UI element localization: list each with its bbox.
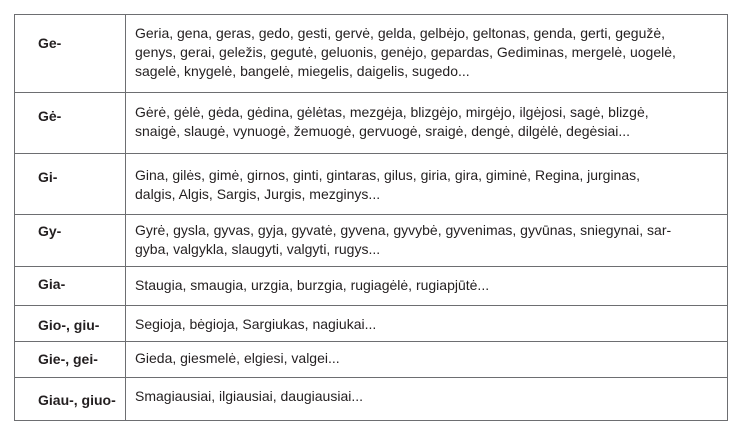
row-examples-gy	[135, 221, 671, 259]
row-prefix-gy: Gy-	[38, 223, 62, 239]
example-line: gyba, valgykla, slaugyti, valgyti, rugys...	[135, 241, 381, 257]
example-line: Segioja, bėgioja, Sargiukas, nagiukai...	[135, 316, 377, 332]
row-prefix-gi: Gi-	[38, 169, 58, 185]
row-examples-gie-gei	[135, 349, 340, 368]
row-examples-ge	[135, 24, 676, 81]
table-rule	[125, 14, 126, 421]
row-prefix-ge: Ge-	[38, 35, 62, 51]
table-rule	[14, 377, 728, 378]
example-line: genys, gerai, geležis, gegutė, geluonis, genėjo, gepardas, Gediminas, mergelė, uogelė,	[135, 44, 676, 60]
table-rule	[14, 14, 15, 421]
example-line: Geria, gena, geras, gedo, gesti, gervė, gelda, gelbėjo, geltonas, genda, gerti, gegužė,	[135, 25, 666, 41]
example-line: sagelė, knygelė, bangelė, miegelis, daigelis, sugedo...	[135, 63, 470, 79]
row-prefix-ge-dot: Gė-	[38, 108, 62, 124]
table-rule	[14, 214, 728, 215]
table-rule	[14, 305, 728, 306]
row-prefix-giau-giuo: Giau-, giuo-	[38, 392, 116, 408]
example-line: snaigė, slaugė, vynuogė, žemuogė, gervuogė, sraigė, dengė, dilgėlė, degėsiai...	[135, 123, 631, 139]
row-examples-ge-dot	[135, 103, 649, 141]
row-examples-gio-giu	[135, 315, 376, 334]
table-rule	[14, 341, 728, 342]
table-rule	[727, 14, 728, 421]
row-prefix-gia: Gia-	[38, 276, 66, 292]
table-rule	[14, 14, 728, 15]
row-prefix-gie-gei: Gie-, gei-	[38, 351, 98, 367]
table-rule	[14, 92, 728, 93]
row-examples-giau-giuo	[135, 387, 363, 406]
row-prefix-gio-giu: Gio-, giu-	[38, 317, 100, 333]
example-line: Smagiausiai, ilgiausiai, daugiausiai...	[135, 388, 364, 404]
row-examples-gia	[135, 276, 489, 295]
table-rule	[14, 153, 728, 154]
example-line: Gyrė, gysla, gyvas, gyja, gyvatė, gyvena, gyvybė, gyvenimas, gyvūnas, sniegynai, sar-	[135, 222, 672, 238]
example-line: Gėrė, gėlė, gėda, gėdina, gėlėtas, mezgėja, blizgėjo, mirgėjo, ilgėjosi, sagė, blizgė,	[135, 104, 649, 120]
table-rule	[14, 420, 728, 421]
example-line: Gina, gilės, gimė, girnos, ginti, gintaras, gilus, giria, gira, giminė, Regina, jurginas,	[135, 167, 641, 183]
row-examples-gi	[135, 166, 640, 204]
example-line: dalgis, Algis, Sargis, Jurgis, mezginys...	[135, 186, 381, 202]
example-line: Staugia, smaugia, urzgia, burzgia, rugiagėlė, rugiapjūtė...	[135, 277, 490, 293]
table-rule	[14, 266, 728, 267]
example-line: Gieda, giesmelė, elgiesi, valgei...	[135, 350, 340, 366]
